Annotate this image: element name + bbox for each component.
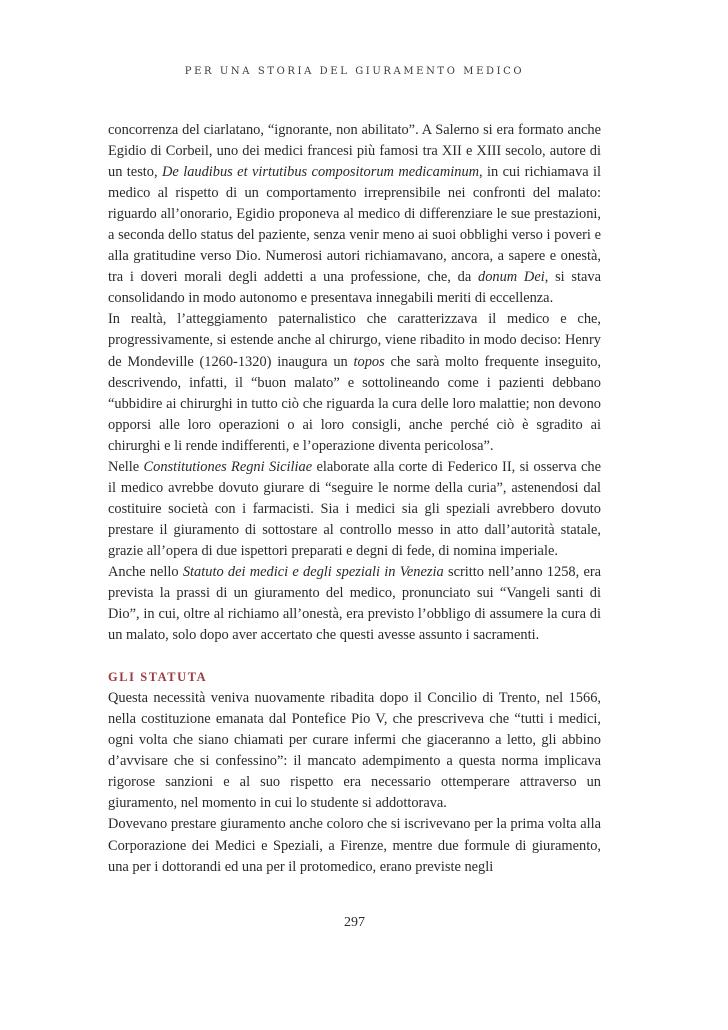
paragraph	[108, 309, 601, 456]
text-run: In realtà, l’atteggiamento paternalistico che caratterizzava il medico e che, progressivamente, si estende anche al chirurgo, viene ribadito in modo deciso: Henry de Mondeville (1260-1320) inaugura un	[108, 311, 601, 370]
running-head: PER UNA STORIA DEL GIURAMENTO MEDICO	[184, 66, 525, 77]
italic-title: donum Dei	[478, 269, 545, 286]
section-paragraphs	[108, 688, 601, 877]
paragraph	[108, 688, 601, 814]
italic-title: topos	[353, 353, 385, 370]
text-run: Dovevano prestare giuramento anche coloro che si iscrivevano per la prima volta alla Corporazione dei Medici e Speziali, a Firenze, mentre due formule di giuramento, una per i dottorandi ed una per il protomedico, erano previste negli	[108, 816, 601, 875]
text-run: , in cui richiamava il medico al rispetto di un comportamento irreprensibile nei confronti del malato: riguardo all’onorario, Egidio proponeva al medico di differenziare le sue prestazioni, a seconda dello status del paziente, senza venir meno ai suoi obblighi verso i poveri e alla gratitudine verso Dio. Numerosi autori richiamavano, ancora, a sapere e onestà, tra i doveri morali degli addetti a una professione, che, da	[108, 164, 601, 286]
italic-title: Statuto dei medici e degli speziali in Venezia	[182, 563, 444, 580]
section-title: GLI STATUTA	[108, 670, 208, 685]
text-run: Anche nello	[108, 563, 183, 580]
paragraph	[108, 562, 601, 646]
text-run: che sarà molto frequente inseguito, descrivendo, infatti, il “buon malato” e sottolineando come i pazienti debbano “ubbidire ai chirurghi in tutto ciò che riguarda la cura delle loro malattie; non devono opporsi alle loro operazioni o ai loro consigli, anche perché ciò è sgradito ai chirurghi e li rende indifferenti, e l’operazione diventa pericolosa”.	[108, 353, 601, 454]
text-run: concorrenza del ciarlatano, “ignorante, non abilitato”. A Salerno si era formato anche Egidio di Corbeil, uno dei medici francesi più famosi tra XII e XIII secolo, autore di un testo,	[108, 122, 601, 181]
page-number: 297	[344, 915, 365, 930]
text-run: Nelle	[108, 458, 144, 475]
paragraph	[108, 120, 601, 309]
italic-title: Constitutiones Regni Siciliae	[143, 458, 313, 475]
text-run: , si stava consolidando in modo autonomo e presentava innegabili meriti di eccellenza.	[108, 269, 601, 307]
paragraph	[108, 814, 601, 877]
paragraphs	[108, 120, 601, 646]
text-run: Questa necessità veniva nuovamente ribadita dopo il Concilio di Trento, nel 1566, nella costituzione emanata dal Pontefice Pio V, che prescriveva che “tutti i medici, ogni volta che siano chiamati per curare infermi che giaceranno a letto, gli abbino d’avvisare che si confessino”: il mancato adempimento a questa norma implicava rigorose sanzioni e al suo rispetto era necessario ottemperare attraverso un giuramento, nel momento in cui lo studente si addottorava.	[108, 690, 601, 812]
text-run: elaborate alla corte di Federico II, si osserva che il medico avrebbe dovuto giurare di “seguire le norme della curia”, astenendosi dal costituire società con i farmacisti. Sia i medici sia gli speziali avrebbero dovuto prestare il giuramento di sottostare al controllo messo in atto dall’autorità statale, grazie all’opera di due ispettori preparati e degni di fede, di nomina imperiale.	[108, 458, 602, 559]
italic-title: De laudibus et virtutibus compositorum medicaminum	[162, 164, 480, 181]
body-text	[108, 120, 601, 878]
text-run: scritto nell’anno 1258, era prevista la prassi di un giuramento del medico, pronunciato sui “Vangeli santi di Dio”, in cui, oltre al richiamo all’onestà, era previsto l’obbligo di assumere la cura di un malato, solo dopo aver accertato che questi avesse assunto i sacramenti.	[108, 563, 602, 644]
paragraph	[108, 457, 601, 562]
